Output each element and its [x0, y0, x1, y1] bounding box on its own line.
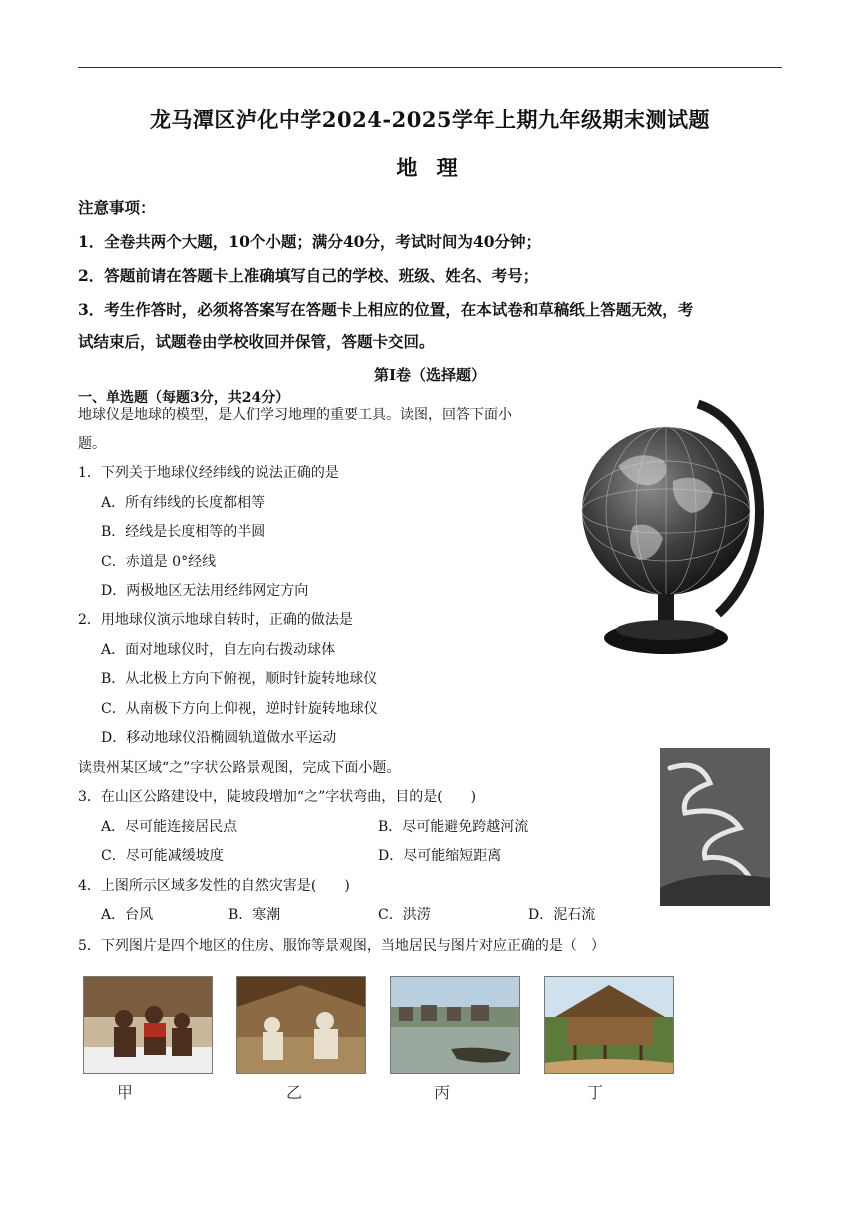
question-3-option-d: D．尽可能缩短距离 — [378, 848, 502, 864]
question-1-option-c: C．赤道是 0°经线 — [101, 554, 217, 570]
question-1-option-a: A．所有纬线的长度都相等 — [101, 495, 266, 511]
question-1-option-b: B．经线是长度相等的半圆 — [101, 524, 266, 540]
question-2-option-c: C．从南极下方向上仰视，逆时针旋转地球仪 — [101, 701, 378, 717]
question-4-option-d: D．泥石流 — [528, 907, 596, 923]
question-4-option-a: A．台风 — [101, 907, 154, 923]
photo-jia — [83, 976, 213, 1074]
caption-bing: 丙 — [434, 1083, 451, 1102]
intro-globe-cont: 题。 — [78, 436, 106, 452]
page-title: 龙马潭区泸化中学2024-2025学年上期九年级期末测试题 — [149, 107, 711, 132]
globe-image — [578, 386, 770, 668]
question-5-stem: 5．下列图片是四个地区的住房、服饰等景观图，当地居民与图片对应正确的是（ ） — [78, 938, 605, 954]
question-1-stem: 1．下列关于地球仪经纬线的说法正确的是 — [78, 465, 339, 481]
photo-bing — [390, 976, 520, 1074]
intro-road: 读贵州某区域“之”字状公路景观图，完成下面小题。 — [78, 760, 401, 776]
photo-yi — [236, 976, 366, 1074]
question-4-option-b: B．寒潮 — [228, 907, 281, 923]
question-3-option-a: A．尽可能连接居民点 — [101, 819, 238, 835]
photo-ding — [544, 976, 674, 1074]
question-3-option-c: C．尽可能减缓坡度 — [101, 848, 224, 864]
question-2-option-d: D．移动地球仪沿椭圆轨道做水平运动 — [101, 730, 337, 746]
notice-item-3: 3．考生作答时，必须将答案写在答题卡上相应的位置，在本试卷和草稿纸上答题无效，考 — [78, 300, 694, 319]
question-2-option-a: A．面对地球仪时，自左向右拨动球体 — [101, 642, 336, 658]
intro-globe: 地球仪是地球的模型，是人们学习地理的重要工具。读图，回答下面小 — [78, 407, 512, 423]
question-4-option-c: C．洪涝 — [378, 907, 431, 923]
notice-heading: 注意事项： — [78, 198, 156, 217]
header-rule — [78, 67, 782, 68]
section-title: 第Ⅰ卷（选择题） — [373, 366, 487, 384]
notice-item-2: 2．答题前请在答题卡上准确填写自己的学校、班级、姓名、考号； — [78, 266, 539, 285]
part-one-heading: 一、单选题（每题3分，共24分） — [78, 390, 290, 406]
question-1-option-d: D．两极地区无法用经纬网定方向 — [101, 583, 309, 599]
zigzag-road-image — [660, 748, 770, 906]
question-3-stem: 3．在山区公路建设中，陡坡段增加“之”字状弯曲，目的是( ) — [78, 789, 477, 805]
question-2-option-b: B．从北极上方向下俯视，顺时针旋转地球仪 — [101, 671, 378, 687]
caption-ding: 丁 — [587, 1083, 604, 1102]
notice-item-3-cont: 试结束后，试题卷由学校收回并保管，答题卡交回。 — [78, 332, 435, 351]
question-4-stem: 4．上图所示区域多发性的自然灾害是( ) — [78, 878, 350, 894]
subject-title: 地 理 — [396, 155, 464, 180]
notice-item-1: 1．全卷共两个大题，10个小题；满分40分，考试时间为40分钟； — [78, 232, 541, 251]
caption-yi: 乙 — [286, 1083, 303, 1102]
caption-jia: 甲 — [117, 1083, 134, 1102]
question-3-option-b: B．尽可能避免跨越河流 — [378, 819, 529, 835]
question-2-stem: 2．用地球仪演示地球自转时，正确的做法是 — [78, 612, 353, 628]
